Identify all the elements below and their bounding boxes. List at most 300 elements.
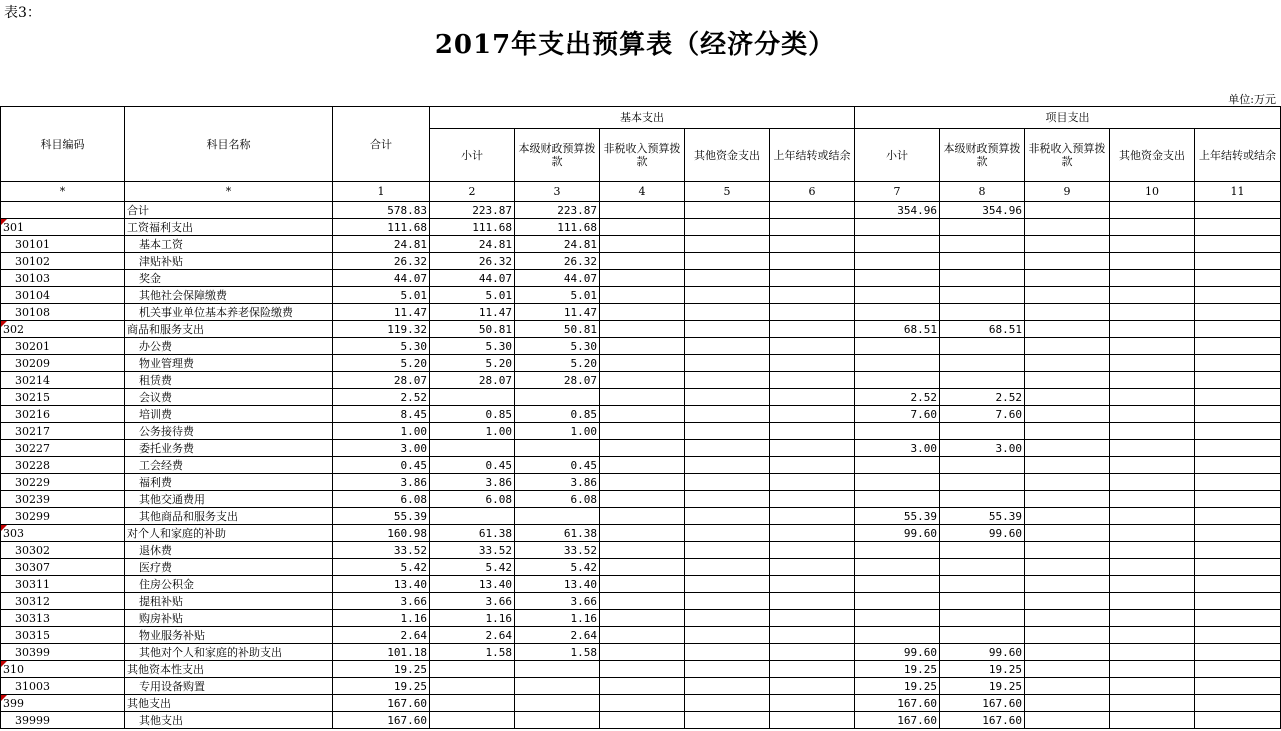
- cell-b-fin: 44.07: [515, 270, 600, 287]
- cell-p-sub: [855, 219, 940, 236]
- cell-b-other: [685, 338, 770, 355]
- cell-b-fin: 50.81: [515, 321, 600, 338]
- table-body: [1, 202, 1281, 729]
- cell-code: [1, 627, 125, 644]
- cell-b-fin: 0.85: [515, 406, 600, 423]
- cell-b-nontax: [600, 253, 685, 270]
- table-row: [1, 610, 1281, 627]
- table-row: [1, 457, 1281, 474]
- cell-p-sub: 3.00: [855, 440, 940, 457]
- cell-b-nontax: [600, 525, 685, 542]
- cell-name: 商品和服务支出: [125, 321, 333, 338]
- header-basic-finance: 本级财政预算拨款: [515, 129, 600, 182]
- header-project-subtotal: 小计: [855, 129, 940, 182]
- table-row: [1, 712, 1281, 729]
- cell-p-nontax: [1025, 389, 1110, 406]
- cell-p-sub: [855, 253, 940, 270]
- code-text: 30101: [15, 237, 50, 251]
- cell-name: 工会经费: [125, 457, 333, 474]
- cell-b-other: [685, 321, 770, 338]
- cell-b-other: [685, 593, 770, 610]
- cell-b-sub: 1.58: [430, 644, 515, 661]
- cell-code: [1, 559, 125, 576]
- cell-b-other: [685, 304, 770, 321]
- cell-b-other: [685, 236, 770, 253]
- header-basic-nontax: 非税收入预算拨款: [600, 129, 685, 182]
- cell-p-other: [1110, 406, 1195, 423]
- table-row: [1, 474, 1281, 491]
- cell-b-sub: [430, 508, 515, 525]
- cell-b-carry: [770, 389, 855, 406]
- cell-p-other: [1110, 474, 1195, 491]
- unit-label: 单位:万元: [1228, 93, 1276, 106]
- cell-p-other: [1110, 508, 1195, 525]
- cell-b-other: [685, 491, 770, 508]
- cell-p-sub: 19.25: [855, 661, 940, 678]
- cell-p-fin: [940, 253, 1025, 270]
- cell-b-sub: 5.20: [430, 355, 515, 372]
- cell-name: 其他支出: [125, 695, 333, 712]
- table-row: [1, 559, 1281, 576]
- cell-p-other: [1110, 576, 1195, 593]
- cell-b-nontax: [600, 304, 685, 321]
- cell-p-carry: [1195, 661, 1281, 678]
- cell-p-other: [1110, 593, 1195, 610]
- cell-p-fin: 167.60: [940, 695, 1025, 712]
- table-row: [1, 644, 1281, 661]
- table-row: [1, 406, 1281, 423]
- cell-p-nontax: [1025, 202, 1110, 219]
- index-cell: *: [125, 182, 333, 202]
- cell-p-carry: [1195, 695, 1281, 712]
- cell-code: [1, 508, 125, 525]
- cell-b-fin: 0.45: [515, 457, 600, 474]
- cell-p-nontax: [1025, 610, 1110, 627]
- table-row: [1, 576, 1281, 593]
- code-text: 30229: [15, 475, 50, 489]
- cell-p-other: [1110, 525, 1195, 542]
- cell-p-carry: [1195, 440, 1281, 457]
- cell-p-sub: [855, 338, 940, 355]
- cell-name: 委托业务费: [125, 440, 333, 457]
- table-row: [1, 270, 1281, 287]
- cell-p-carry: [1195, 457, 1281, 474]
- cell-p-fin: [940, 287, 1025, 304]
- header-project-other: 其他资金支出: [1110, 129, 1195, 182]
- cell-p-nontax: [1025, 372, 1110, 389]
- cell-p-nontax: [1025, 559, 1110, 576]
- cell-p-sub: [855, 423, 940, 440]
- cell-b-sub: 3.66: [430, 593, 515, 610]
- header-name: 科目名称: [125, 107, 333, 182]
- cell-p-sub: 2.52: [855, 389, 940, 406]
- index-cell: 4: [600, 182, 685, 202]
- cell-b-other: [685, 287, 770, 304]
- cell-p-fin: [940, 270, 1025, 287]
- cell-b-carry: [770, 287, 855, 304]
- header-basic-other: 其他资金支出: [685, 129, 770, 182]
- cell-b-nontax: [600, 610, 685, 627]
- table-row: [1, 508, 1281, 525]
- cell-b-nontax: [600, 389, 685, 406]
- cell-code: [1, 338, 125, 355]
- cell-b-carry: [770, 559, 855, 576]
- code-text: 39999: [15, 713, 50, 727]
- index-cell: 6: [770, 182, 855, 202]
- header-code: 科目编码: [1, 107, 125, 182]
- cell-p-nontax: [1025, 542, 1110, 559]
- cell-p-carry: [1195, 389, 1281, 406]
- cell-p-sub: 55.39: [855, 508, 940, 525]
- category-row: [1, 525, 1281, 542]
- cell-p-nontax: [1025, 406, 1110, 423]
- total-row: [1, 202, 1281, 219]
- cell-name: 培训费: [125, 406, 333, 423]
- cell-b-carry: [770, 321, 855, 338]
- cell-p-other: [1110, 423, 1195, 440]
- cell-name: 物业服务补贴: [125, 627, 333, 644]
- cell-p-nontax: [1025, 423, 1110, 440]
- code-text: 30312: [15, 594, 50, 608]
- cell-b-carry: [770, 525, 855, 542]
- code-text: 30228: [15, 458, 50, 472]
- cell-b-sub: [430, 678, 515, 695]
- cell-b-nontax: [600, 491, 685, 508]
- cell-p-nontax: [1025, 219, 1110, 236]
- cell-b-fin: [515, 661, 600, 678]
- cell-total: 24.81: [333, 236, 430, 253]
- cell-b-carry: [770, 372, 855, 389]
- cell-total: 5.01: [333, 287, 430, 304]
- cell-p-nontax: [1025, 440, 1110, 457]
- cell-p-fin: [940, 355, 1025, 372]
- cell-name: 医疗费: [125, 559, 333, 576]
- cell-p-fin: [940, 219, 1025, 236]
- code-text: 30311: [15, 577, 50, 591]
- table-row: [1, 389, 1281, 406]
- cell-b-carry: [770, 338, 855, 355]
- index-cell: 10: [1110, 182, 1195, 202]
- code-text: 30201: [15, 339, 50, 353]
- cell-p-fin: [940, 542, 1025, 559]
- cell-p-sub: [855, 287, 940, 304]
- sheet-label: 表3：: [4, 5, 41, 21]
- header-total: 合计: [333, 107, 430, 182]
- cell-b-sub: 13.40: [430, 576, 515, 593]
- cell-b-sub: 6.08: [430, 491, 515, 508]
- cell-b-sub: 0.85: [430, 406, 515, 423]
- cell-b-other: [685, 712, 770, 729]
- cell-p-sub: [855, 593, 940, 610]
- cell-p-carry: [1195, 219, 1281, 236]
- cell-p-sub: [855, 559, 940, 576]
- cell-total: 6.08: [333, 491, 430, 508]
- cell-b-carry: [770, 253, 855, 270]
- cell-b-carry: [770, 440, 855, 457]
- cell-p-sub: 99.60: [855, 525, 940, 542]
- cell-p-nontax: [1025, 576, 1110, 593]
- cell-b-other: [685, 661, 770, 678]
- cell-b-fin: 28.07: [515, 372, 600, 389]
- cell-p-nontax: [1025, 661, 1110, 678]
- cell-b-sub: 111.68: [430, 219, 515, 236]
- cell-b-other: [685, 542, 770, 559]
- cell-code: [1, 202, 125, 219]
- cell-name: 会议费: [125, 389, 333, 406]
- cell-code: [1, 440, 125, 457]
- cell-p-carry: [1195, 712, 1281, 729]
- page-title: 2017年支出预算表（经济分类）: [434, 30, 836, 60]
- cell-p-nontax: [1025, 525, 1110, 542]
- cell-p-carry: [1195, 627, 1281, 644]
- cell-total: 167.60: [333, 695, 430, 712]
- cell-total: 101.18: [333, 644, 430, 661]
- cell-b-nontax: [600, 287, 685, 304]
- cell-p-carry: [1195, 644, 1281, 661]
- cell-p-fin: 3.00: [940, 440, 1025, 457]
- cell-p-nontax: [1025, 593, 1110, 610]
- cell-b-carry: [770, 474, 855, 491]
- cell-p-fin: 2.52: [940, 389, 1025, 406]
- cell-b-sub: 5.42: [430, 559, 515, 576]
- code-text: 30104: [15, 288, 50, 302]
- cell-p-other: [1110, 491, 1195, 508]
- cell-p-carry: [1195, 253, 1281, 270]
- cell-code: [1, 270, 125, 287]
- cell-p-other: [1110, 202, 1195, 219]
- cell-b-nontax: [600, 202, 685, 219]
- cell-b-nontax: [600, 542, 685, 559]
- cell-code: [1, 678, 125, 695]
- code-text: 30307: [15, 560, 50, 574]
- cell-p-other: [1110, 338, 1195, 355]
- code-text: 399: [3, 696, 24, 710]
- cell-b-carry: [770, 219, 855, 236]
- cell-total: 1.00: [333, 423, 430, 440]
- code-text: 30302: [15, 543, 50, 557]
- cell-p-sub: [855, 372, 940, 389]
- cell-name: 提租补贴: [125, 593, 333, 610]
- cell-b-nontax: [600, 678, 685, 695]
- table-row: [1, 627, 1281, 644]
- cell-p-other: [1110, 321, 1195, 338]
- cell-p-fin: 55.39: [940, 508, 1025, 525]
- cell-name: 住房公积金: [125, 576, 333, 593]
- cell-p-fin: 7.60: [940, 406, 1025, 423]
- cell-b-sub: 5.01: [430, 287, 515, 304]
- cell-b-carry: [770, 270, 855, 287]
- table-row: [1, 678, 1281, 695]
- cell-p-carry: [1195, 236, 1281, 253]
- cell-p-other: [1110, 559, 1195, 576]
- cell-p-carry: [1195, 304, 1281, 321]
- cell-name: 其他商品和服务支出: [125, 508, 333, 525]
- cell-p-other: [1110, 695, 1195, 712]
- cell-b-sub: 223.87: [430, 202, 515, 219]
- code-text: 30102: [15, 254, 50, 268]
- cell-p-sub: 99.60: [855, 644, 940, 661]
- category-row: [1, 661, 1281, 678]
- cell-name: 专用设备购置: [125, 678, 333, 695]
- cell-code: [1, 236, 125, 253]
- cell-name: 福利费: [125, 474, 333, 491]
- cell-p-carry: [1195, 202, 1281, 219]
- cell-b-other: [685, 457, 770, 474]
- cell-total: 5.30: [333, 338, 430, 355]
- cell-p-fin: [940, 559, 1025, 576]
- cell-p-sub: [855, 304, 940, 321]
- table-row: [1, 304, 1281, 321]
- cell-b-fin: 1.00: [515, 423, 600, 440]
- cell-b-nontax: [600, 440, 685, 457]
- cell-p-nontax: [1025, 270, 1110, 287]
- cell-p-fin: 99.60: [940, 525, 1025, 542]
- index-row: [1, 182, 1281, 202]
- cell-p-carry: [1195, 355, 1281, 372]
- cell-name: 工资福利支出: [125, 219, 333, 236]
- cell-p-sub: 19.25: [855, 678, 940, 695]
- table-row: [1, 491, 1281, 508]
- cell-b-fin: 13.40: [515, 576, 600, 593]
- cell-b-sub: 28.07: [430, 372, 515, 389]
- cell-b-fin: 223.87: [515, 202, 600, 219]
- cell-p-fin: [940, 338, 1025, 355]
- cell-code: [1, 219, 125, 236]
- index-cell: *: [1, 182, 125, 202]
- cell-p-other: [1110, 355, 1195, 372]
- cell-b-carry: [770, 627, 855, 644]
- cell-code: [1, 355, 125, 372]
- cell-name: 合计: [125, 202, 333, 219]
- cell-p-sub: [855, 542, 940, 559]
- cell-b-nontax: [600, 219, 685, 236]
- cell-code: [1, 610, 125, 627]
- cell-p-carry: [1195, 610, 1281, 627]
- cell-name: 其他资本性支出: [125, 661, 333, 678]
- cell-b-fin: 3.66: [515, 593, 600, 610]
- table-row: [1, 338, 1281, 355]
- table-row: [1, 423, 1281, 440]
- cell-p-fin: [940, 593, 1025, 610]
- cell-p-other: [1110, 712, 1195, 729]
- cell-name: 退休费: [125, 542, 333, 559]
- code-text: 30313: [15, 611, 50, 625]
- cell-b-carry: [770, 202, 855, 219]
- cell-code: [1, 491, 125, 508]
- cell-code: [1, 457, 125, 474]
- cell-name: 租赁费: [125, 372, 333, 389]
- cell-code: [1, 525, 125, 542]
- cell-code: [1, 372, 125, 389]
- category-row: [1, 321, 1281, 338]
- cell-p-other: [1110, 219, 1195, 236]
- cell-code: [1, 644, 125, 661]
- cell-p-carry: [1195, 593, 1281, 610]
- table-row: [1, 253, 1281, 270]
- cell-p-sub: [855, 576, 940, 593]
- code-text: 301: [3, 220, 24, 234]
- cell-b-other: [685, 678, 770, 695]
- cell-p-carry: [1195, 321, 1281, 338]
- cell-p-other: [1110, 287, 1195, 304]
- cell-p-nontax: [1025, 508, 1110, 525]
- cell-p-fin: [940, 491, 1025, 508]
- cell-total: 3.66: [333, 593, 430, 610]
- cell-b-nontax: [600, 559, 685, 576]
- table-row: [1, 593, 1281, 610]
- cell-code: [1, 661, 125, 678]
- cell-p-other: [1110, 253, 1195, 270]
- cell-b-other: [685, 219, 770, 236]
- cell-b-fin: 5.42: [515, 559, 600, 576]
- cell-b-other: [685, 627, 770, 644]
- cell-b-fin: [515, 712, 600, 729]
- cell-b-sub: 50.81: [430, 321, 515, 338]
- cell-p-fin: 68.51: [940, 321, 1025, 338]
- cell-b-nontax: [600, 372, 685, 389]
- cell-b-fin: [515, 440, 600, 457]
- cell-p-other: [1110, 627, 1195, 644]
- cell-name: 购房补贴: [125, 610, 333, 627]
- cell-p-other: [1110, 644, 1195, 661]
- code-text: 303: [3, 526, 24, 540]
- cell-b-sub: 1.00: [430, 423, 515, 440]
- cell-b-nontax: [600, 576, 685, 593]
- cell-p-carry: [1195, 542, 1281, 559]
- cell-p-other: [1110, 661, 1195, 678]
- header-project-finance: 本级财政预算拨款: [940, 129, 1025, 182]
- cell-b-other: [685, 423, 770, 440]
- cell-b-nontax: [600, 593, 685, 610]
- cell-total: 11.47: [333, 304, 430, 321]
- cell-name: 津贴补贴: [125, 253, 333, 270]
- cell-p-fin: 167.60: [940, 712, 1025, 729]
- cell-b-fin: 5.30: [515, 338, 600, 355]
- cell-b-fin: 5.20: [515, 355, 600, 372]
- cell-p-carry: [1195, 678, 1281, 695]
- cell-b-fin: 111.68: [515, 219, 600, 236]
- code-text: 30108: [15, 305, 50, 319]
- cell-name: 基本工资: [125, 236, 333, 253]
- cell-p-fin: [940, 372, 1025, 389]
- cell-b-carry: [770, 508, 855, 525]
- cell-b-nontax: [600, 236, 685, 253]
- cell-p-carry: [1195, 559, 1281, 576]
- code-text: 302: [3, 322, 24, 336]
- cell-p-carry: [1195, 372, 1281, 389]
- cell-p-nontax: [1025, 644, 1110, 661]
- cell-b-fin: [515, 389, 600, 406]
- comment-flag-icon: [1, 661, 7, 667]
- code-text: 30215: [15, 390, 50, 404]
- cell-p-nontax: [1025, 304, 1110, 321]
- cell-code: [1, 321, 125, 338]
- code-text: 30217: [15, 424, 50, 438]
- cell-total: 2.52: [333, 389, 430, 406]
- header-basic-carryover: 上年结转或结余: [770, 129, 855, 182]
- cell-b-other: [685, 576, 770, 593]
- cell-b-carry: [770, 491, 855, 508]
- cell-b-other: [685, 695, 770, 712]
- cell-p-fin: [940, 627, 1025, 644]
- cell-p-sub: 167.60: [855, 695, 940, 712]
- cell-b-nontax: [600, 406, 685, 423]
- cell-p-nontax: [1025, 253, 1110, 270]
- cell-p-nontax: [1025, 678, 1110, 695]
- table-row: [1, 440, 1281, 457]
- cell-b-carry: [770, 423, 855, 440]
- cell-b-carry: [770, 610, 855, 627]
